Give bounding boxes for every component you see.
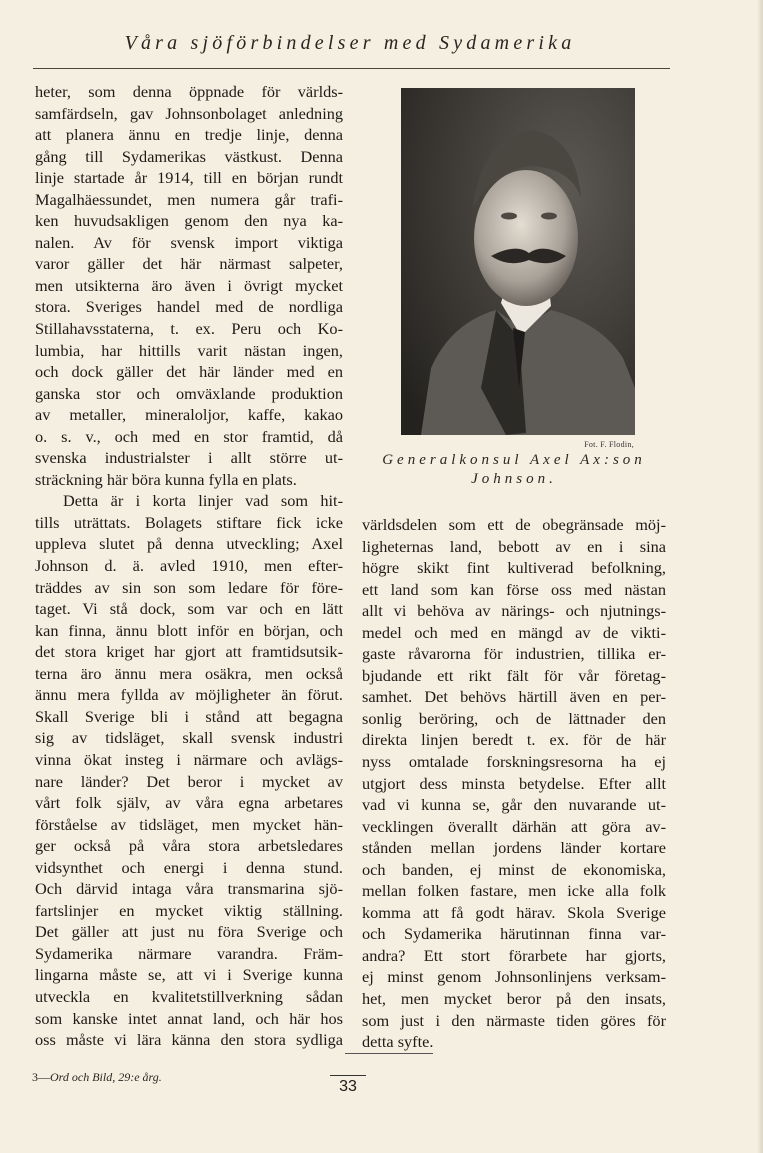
- text-line: utveckla en kvalitetstillverkning sådan: [35, 986, 343, 1006]
- header-rule: [33, 68, 670, 69]
- text-line: ken huvudsakligen genom den nya ka-: [35, 211, 343, 231]
- text-line: träddes av sin son som ledare för före-: [35, 577, 343, 597]
- text-line: Detta är i korta linjer vad som hit-: [63, 491, 343, 511]
- right-text-column: [362, 514, 666, 1053]
- text-line: nare länder? Det beror i mycket av: [35, 771, 343, 791]
- text-line: andra? Ett stort förarbete har gjorts,: [362, 945, 666, 965]
- text-line: och Sydamerika härutinnan finna var-: [362, 924, 666, 944]
- text-line: Det gäller att just nu föra Sverige och: [35, 922, 343, 942]
- text-line: det stora kriget har gjort att framtidsutsik-: [35, 642, 343, 662]
- photo-caption-continued: Johnson.: [471, 471, 557, 487]
- text-line: komma att få godt härav. Skola Sverige: [362, 902, 666, 922]
- running-title: Våra sjöförbindelser med Sydamerika: [124, 32, 576, 54]
- text-line: svenska industrialster i allt större ut-: [35, 448, 343, 468]
- text-line: att planera ännu en tredje linje, denna: [35, 125, 343, 145]
- text-line: taget. Vi stå dock, som var och en lätt: [35, 599, 343, 619]
- text-line: vecklingen överallt därhän att göra av-: [362, 816, 666, 836]
- text-line: heter, som denna öppnade för världs-: [35, 82, 343, 101]
- text-line: av metaller, mineraloljor, kaffe, kakao: [35, 405, 343, 425]
- text-line: Skall Sverige bli i stånd att begagna: [35, 706, 343, 726]
- text-line: vårt folk själv, av våra egna arbetares: [35, 793, 343, 813]
- text-line: högre skikt fint kultiverad befolkning,: [362, 558, 666, 578]
- footer-signature: [32, 1070, 162, 1085]
- text-line: vidsynthet och energi i denna stund.: [35, 857, 343, 877]
- text-line: detta syfte.: [362, 1032, 434, 1052]
- text-line: Magalhäessundet, men numera går trafi-: [35, 189, 343, 209]
- text-line: varor gäller det här närmast salpeter,: [35, 254, 343, 274]
- signature-mark: 3—: [32, 1070, 50, 1084]
- text-line: och dock gäller det här länder med en: [35, 362, 343, 382]
- text-line: ännu mera fyllda av möjligheter än förut.: [35, 685, 343, 705]
- text-line: samhet. Det behövs härtill även en per-: [362, 687, 666, 707]
- page-number-rule: [330, 1075, 366, 1076]
- text-line: men utsikterna äro även i övrigt mycket: [35, 275, 343, 295]
- text-line: samfärdseln, gav Johnsonbolaget anledning: [35, 103, 343, 123]
- page-edge: [757, 0, 763, 1153]
- text-line: nalen. Av för svensk import viktiga: [35, 232, 343, 252]
- text-line: uppleva slutet på denna utveckling; Axel: [35, 534, 343, 554]
- text-line: lingarna måste se, att vi i Sverige kunna: [35, 965, 343, 985]
- text-line: bjudande ett rikt fält för vår företag-: [362, 665, 666, 685]
- page-number: 33: [339, 1078, 357, 1095]
- text-line: förståelse av tidsläget, men mycket hän-: [35, 814, 343, 834]
- text-line: sig av tidsläget, skall svensk industri: [35, 728, 343, 748]
- text-line: som just i den närmaste tiden göres för: [362, 1010, 666, 1030]
- portrait-photo: [401, 88, 635, 435]
- text-line: mellan folken fastare, men icke alla folk: [362, 881, 666, 901]
- text-line: allt vi behöva av närings- och njutnings-: [362, 601, 666, 621]
- text-line: sträckning här böra kunna fylla en plats.: [35, 469, 297, 489]
- photo-caption: Generalkonsul Axel Ax:son: [382, 452, 646, 468]
- text-line: het, men mycket beror på den insats,: [362, 989, 666, 1009]
- text-line: ett land som kan förse oss med nästan: [362, 579, 666, 599]
- text-line: ganska stor och omväxlande produktion: [35, 383, 343, 403]
- left-text-column: [35, 81, 343, 1051]
- text-line: Sydamerika närmare varandra. Främ-: [35, 943, 343, 963]
- text-line: vad vi kunna se, går den nuvarande ut-: [362, 795, 666, 815]
- text-line: gång till Sydamerikas västkust. Denna: [35, 146, 343, 166]
- text-line: linje startade år 1914, till en början rundt: [35, 168, 343, 188]
- text-line: kan finna, ännu blott inför en början, och: [35, 620, 343, 640]
- text-line: och banden, ej minst de ekonomiska,: [362, 859, 666, 879]
- text-line: vinna ökat insteg i närmare och avlägs-: [35, 749, 343, 769]
- text-line: ger också på våra stora arbetsledares: [35, 836, 343, 856]
- text-line: gaste råvarorna för industrien, tillika er-: [362, 644, 666, 664]
- text-line: Johnson d. ä. avled 1910, men efter-: [35, 556, 343, 576]
- text-line: o. s. v., och med en stor framtid, då: [35, 426, 343, 446]
- text-line: fartslinjer en mycket viktig ställning.: [35, 900, 343, 920]
- text-line: utgjort dess minsta betydelse. Efter allt: [362, 773, 666, 793]
- publication-name: Ord och Bild, 29:e årg.: [50, 1070, 162, 1084]
- text-line: Och därvid intaga våra transmarina sjö-: [35, 879, 343, 899]
- text-line: stora. Sveriges handel med de nordliga: [35, 297, 343, 317]
- text-line: oss måste vi lära känna den stora sydliga: [35, 1030, 343, 1050]
- text-line: ligheternas land, bebott av en i sina: [362, 536, 666, 556]
- text-line: medel och med en mängd av de vikti-: [362, 622, 666, 642]
- text-line: direkta linjen beredt t. ex. för de här: [362, 730, 666, 750]
- text-line: nyss omtalade forskningsresorna ha ej: [362, 752, 666, 772]
- end-rule: [345, 1053, 433, 1054]
- text-line: sonlig beröring, och de lättnader den: [362, 708, 666, 728]
- text-line: ej minst genom Johnsonlinjens verksam-: [362, 967, 666, 987]
- text-line: stånden mellan jordens länder kortare: [362, 838, 666, 858]
- text-line: världsdelen som ett de obegränsade möj-: [362, 515, 666, 534]
- text-line: Stillahavsstaterna, t. ex. Peru och Ko-: [35, 319, 343, 339]
- text-line: lumbia, har hittills varit nästan ingen,: [35, 340, 343, 360]
- text-line: tills uträttats. Bolagets stiftare fick icke: [35, 512, 343, 532]
- photo-credit: Fot. F. Flodin,: [584, 440, 634, 449]
- text-line: som kanske intet annat land, och här hos: [35, 1008, 343, 1028]
- text-line: terna äro ännu mera osäkra, men också: [35, 663, 343, 683]
